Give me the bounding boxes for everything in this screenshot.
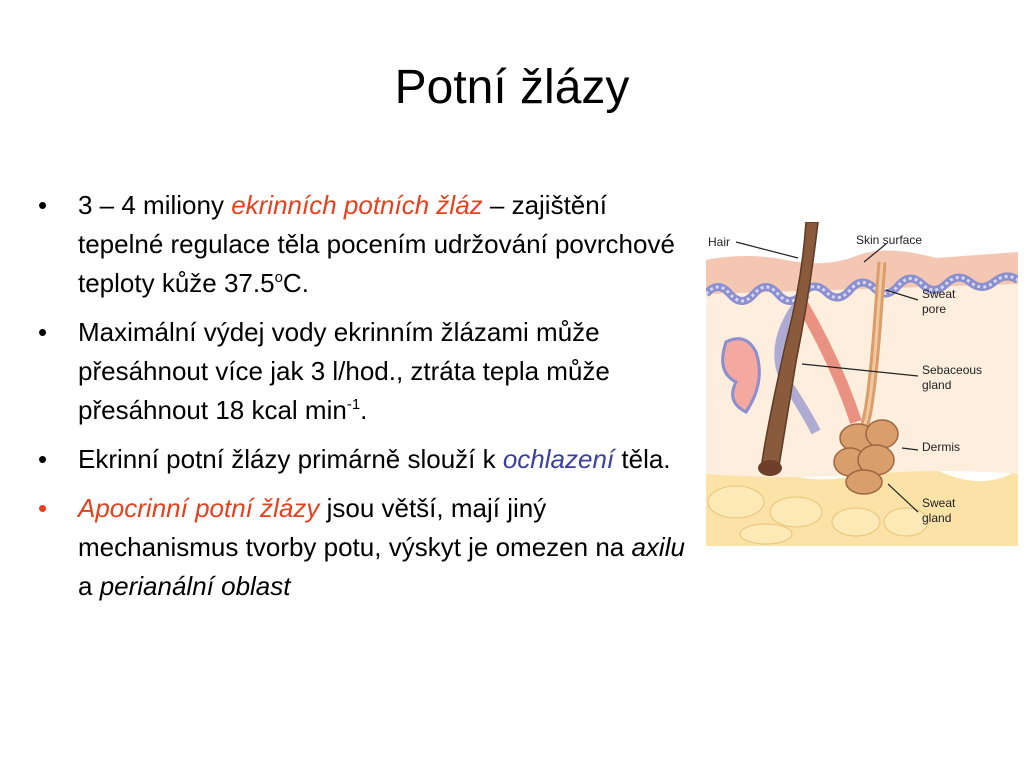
bullet-item (38, 186, 688, 303)
label-skin-surface: Skin surface (856, 233, 923, 247)
bullet-marker: • (38, 317, 48, 347)
hair-bulb (758, 460, 782, 476)
label-sweat-gland-1: Sweat (922, 496, 956, 510)
bullet-text: Ekrinní potní žlázy primárně slouží k (78, 444, 503, 474)
label-sebaceous-2: gland (922, 378, 952, 392)
bullet-text: Apocrinní potní žlázy (78, 493, 320, 523)
bullet-text: jsou větší, mají jiný mechanismus tvorby potu, výskyt je omezen na (78, 493, 632, 562)
label-sweat-pore-1: Sweat (922, 287, 956, 301)
bullet-text: perianální oblast (99, 571, 291, 601)
bullet-item (38, 440, 688, 479)
bullet-text: -1 (346, 396, 361, 413)
bullet-text: Maximální výdej vody ekrinním žlázami může přesáhnout více jak 3 l/hod., ztráta tepla může přesáhnout 18 kcal min (78, 317, 610, 425)
bullet-item (38, 313, 688, 430)
bullet-marker: • (38, 444, 48, 474)
bullet-text: C. (282, 268, 309, 298)
bullet-text: – zajištění tepelné regulace těla pocením udržování povrchové teploty kůže 37.5 (78, 190, 675, 298)
label-dermis: Dermis (922, 440, 960, 454)
bullet-text: o (274, 269, 283, 286)
label-sweat-gland-2: gland (922, 511, 952, 525)
slide-title: Potní žlázy (394, 61, 630, 114)
bullet-list (38, 186, 688, 616)
bullet-text: těla. (614, 444, 671, 474)
bullet-text: axilu (631, 532, 685, 562)
bullet-marker: • (38, 493, 48, 523)
bullet-marker: • (38, 190, 48, 220)
bullet-text: ochlazení (502, 444, 615, 474)
bullet-text: 3 – 4 miliony (78, 190, 232, 220)
label-sebaceous-1: Sebaceous (922, 363, 983, 377)
bullet-text: a (78, 571, 100, 601)
label-hair: Hair (708, 235, 731, 249)
bullet-text: . (360, 395, 368, 425)
bullet-item (38, 489, 688, 606)
skin-diagram (706, 222, 1018, 546)
label-sweat-pore-2: pore (922, 302, 947, 316)
bullet-text: ekrinních potních žláz (231, 190, 483, 220)
